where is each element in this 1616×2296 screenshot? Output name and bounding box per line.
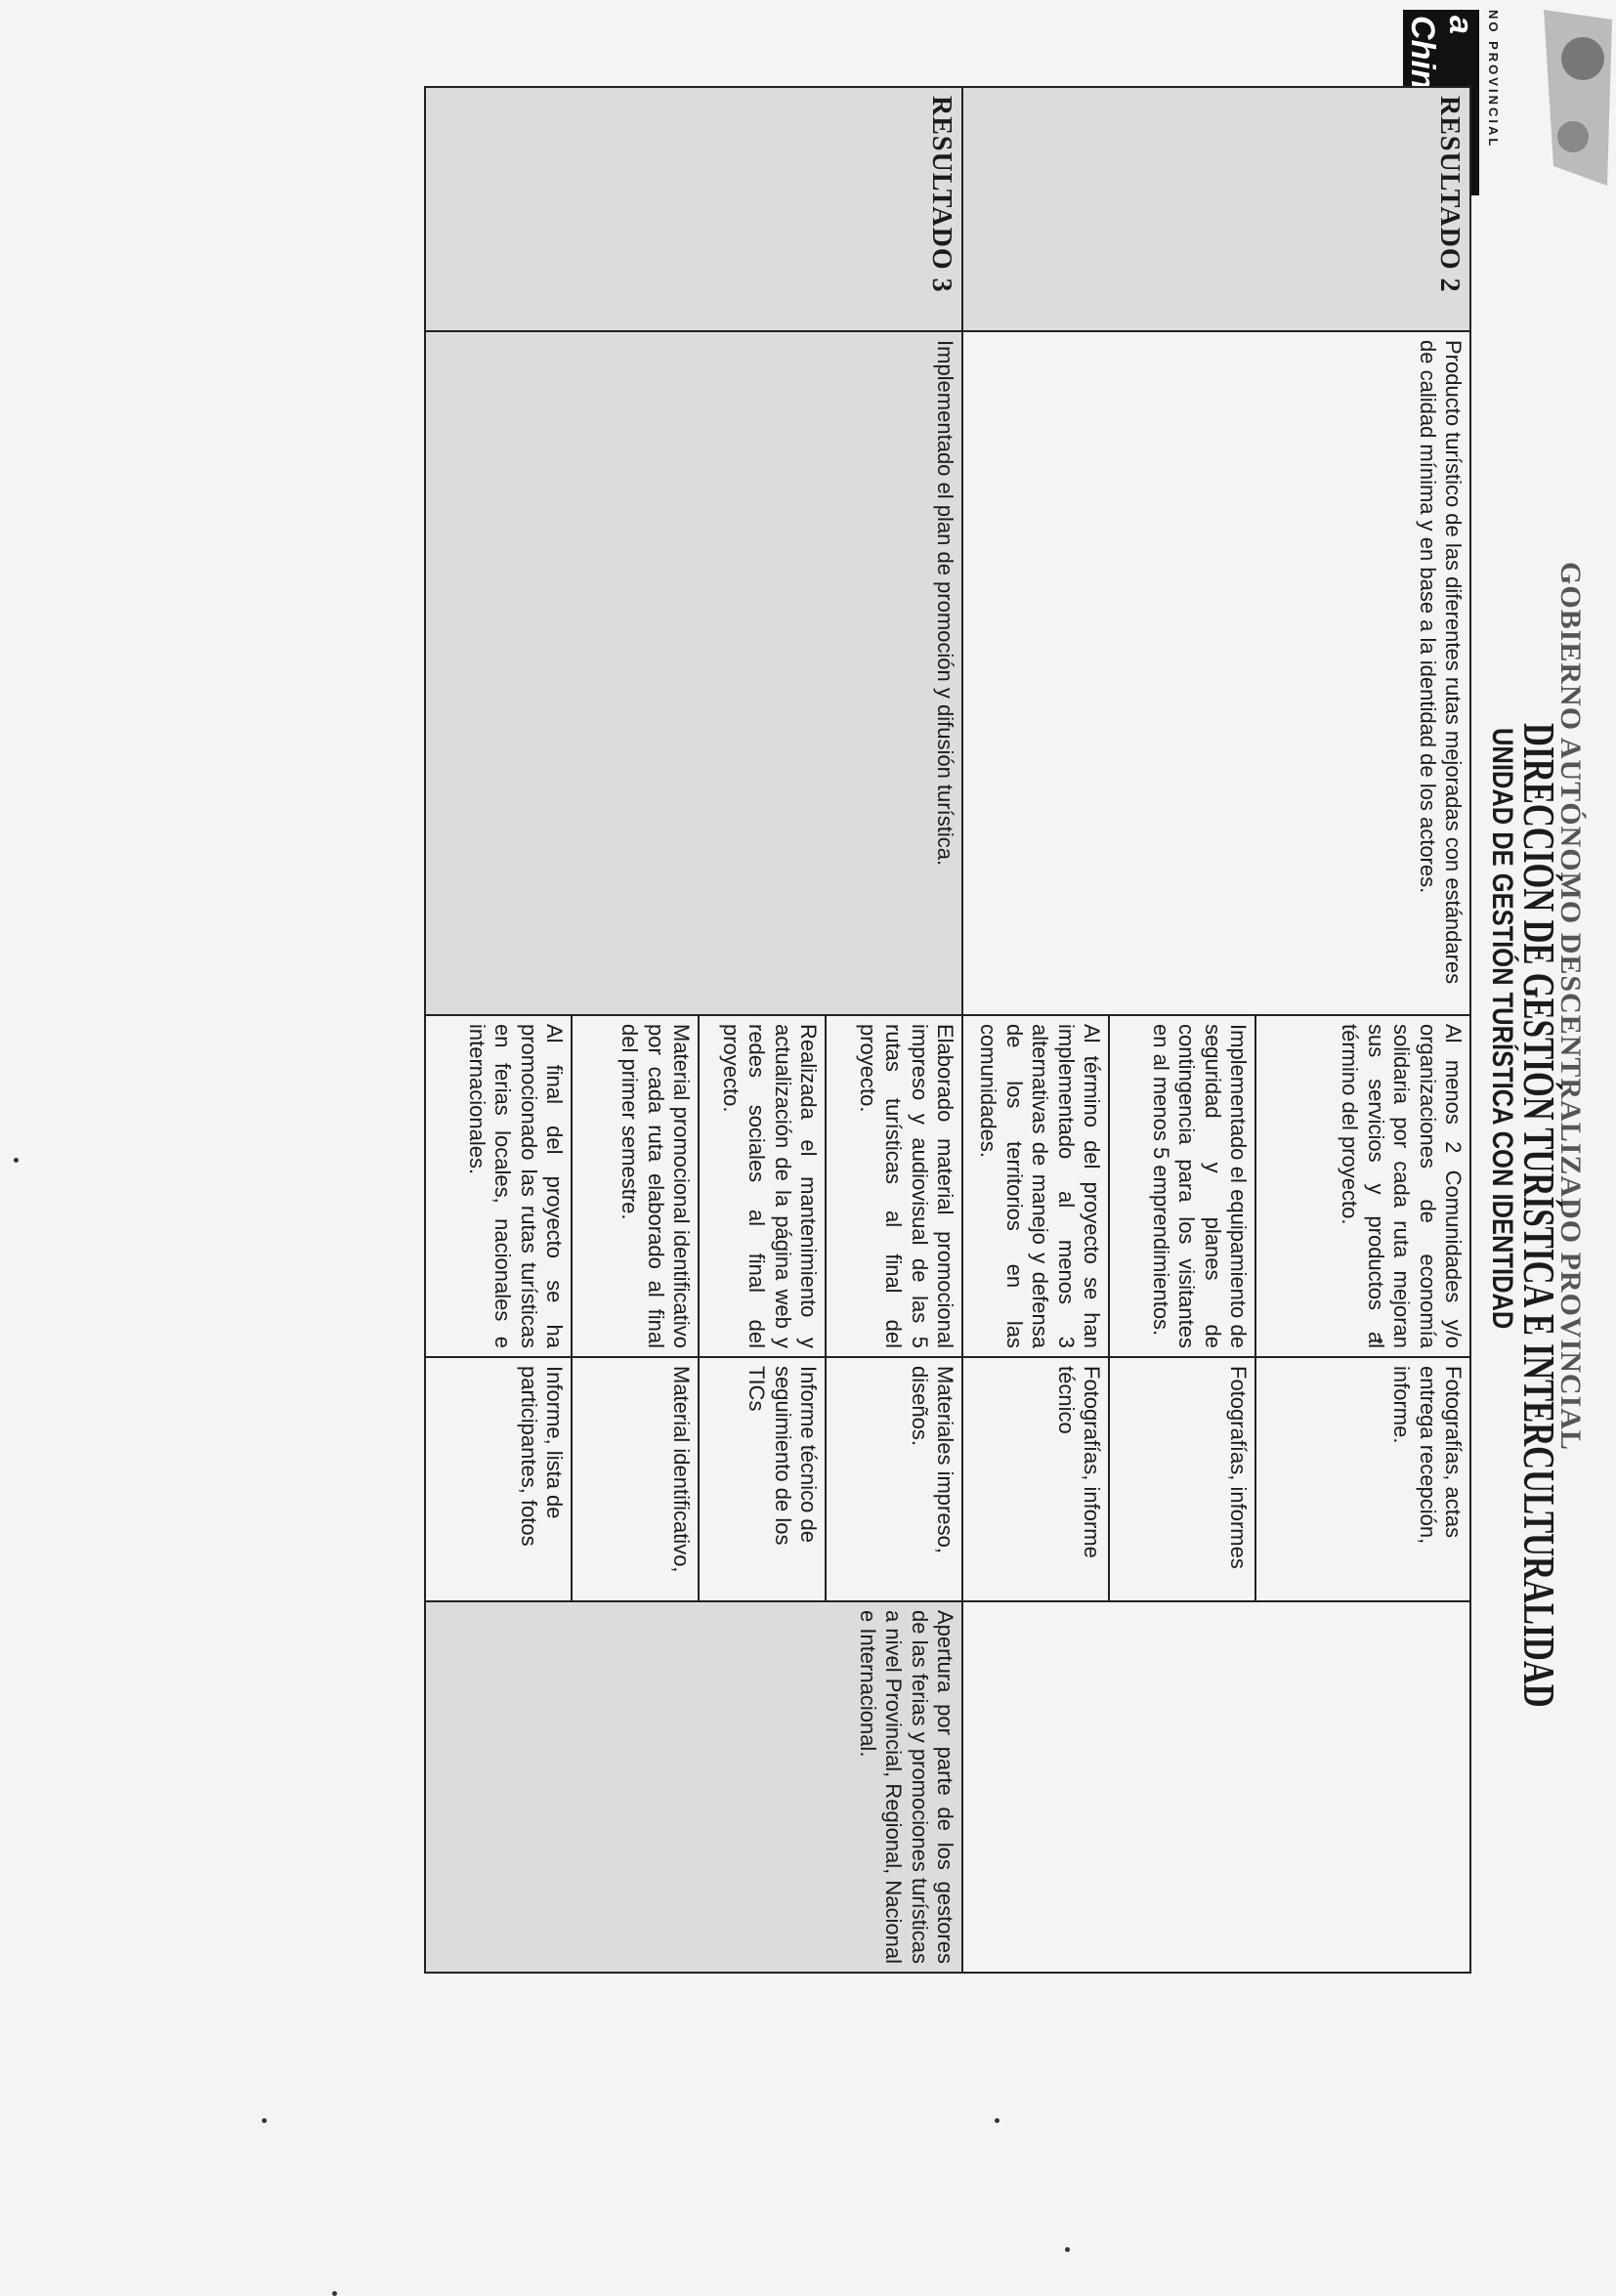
results-table: [424, 86, 1471, 1974]
page-subtitle: UNIDAD DE GESTIÓN TURÍSTICA CON IDENTIDAD: [1486, 728, 1518, 1330]
resultado-3-source-4: Informe, lista de participantes, fotos: [425, 1357, 572, 1601]
resultado-2-label: RESULTADO 2: [1434, 96, 1465, 293]
logo-line2: a: [1403, 10, 1479, 195]
resultado-2-source-1: Fotografías, actas entrega recepción, informe.: [1255, 1357, 1470, 1601]
resultado-3-source-2: Informe técnico de seguimiento de los TICs: [699, 1357, 826, 1601]
resultado-3-source-3: Material identificativo,: [572, 1357, 699, 1601]
table-row-resultado-3: [826, 87, 962, 1973]
resultado-3-indicator-1: Elaborado material promocional impreso y audiovisual de las 5 rutas turísticas al final del proyecto.: [826, 1015, 962, 1357]
resultado-3-label-cell: [425, 87, 962, 331]
resultado-2-source-3: Fotografías, informe técnico: [962, 1357, 1109, 1601]
resultado-2-assumption-cell: [962, 1601, 1470, 1973]
scan-speck: [332, 2291, 337, 2296]
resultado-3-assumption: Apertura por parte de los gestores de las ferias y promociones turísticas a nivel Provincial, Regional, Nacional e Internacional.: [425, 1601, 962, 1973]
header-top-text: GOBIERNO AUTÓNOMO DESCENTRALIZADO PROVINCIAL: [1554, 562, 1587, 1451]
resultado-2-label-cell: [962, 87, 1470, 331]
resultado-2-indicator-2: Implementado el equipamiento de seguridad y planes de contingencia para los visitantes en al menos 5 emprendimientos.: [1109, 1015, 1255, 1357]
resultado-2-indicator-3: Al término del proyecto se han implementado al menos 3 alternativas de manejo y defensa de los territorios en las comunidades.: [962, 1015, 1109, 1357]
resultado-3-indicator-3: Material promocional identificativo por cada ruta elaborado al final del primer semestre.: [572, 1015, 699, 1357]
resultado-3-description: Implementado el plan de promoción y difusión turística.: [933, 340, 957, 867]
table-row-resultado-2: [1255, 87, 1470, 1973]
resultado-2-description-cell: [962, 331, 1470, 1015]
resultado-3-indicator-2: Realizada el mantenimiento y actualización de la página web y redes sociales al final del proyecto.: [699, 1015, 826, 1357]
resultado-3-indicator-4: Al final del proyecto se ha promocionado las rutas turísticas en ferias locales, nacionales e internacionales.: [425, 1015, 572, 1357]
page-title: DIRECCIÓN DE GESTIÓN TURÍSTICA E INTERCULTURALIDAD: [1514, 723, 1564, 1708]
resultado-3-source-1: Materiales impreso, diseños.: [826, 1357, 962, 1601]
scan-speck: [14, 1158, 19, 1163]
logo-line1: NO PROVINCIAL: [1486, 10, 1501, 149]
resultado-3-label: RESULTADO 3: [926, 96, 957, 293]
resultado-2-source-2: Fotografías, informes: [1109, 1357, 1255, 1601]
resultado-3-description-cell: [425, 331, 962, 1015]
resultado-2-indicator-1: Al menos 2 Comunidades y/o organizaciones de economía solidaria por cada ruta mejoran sus servicios y productos al término del proyecto.: [1255, 1015, 1470, 1357]
rotated-page: [98, 0, 1616, 2286]
resultado-2-description: Producto turístico de las diferentes rutas mejoradas con estándares de calidad mínima y en base a la identidad de los actores.: [1415, 340, 1466, 985]
